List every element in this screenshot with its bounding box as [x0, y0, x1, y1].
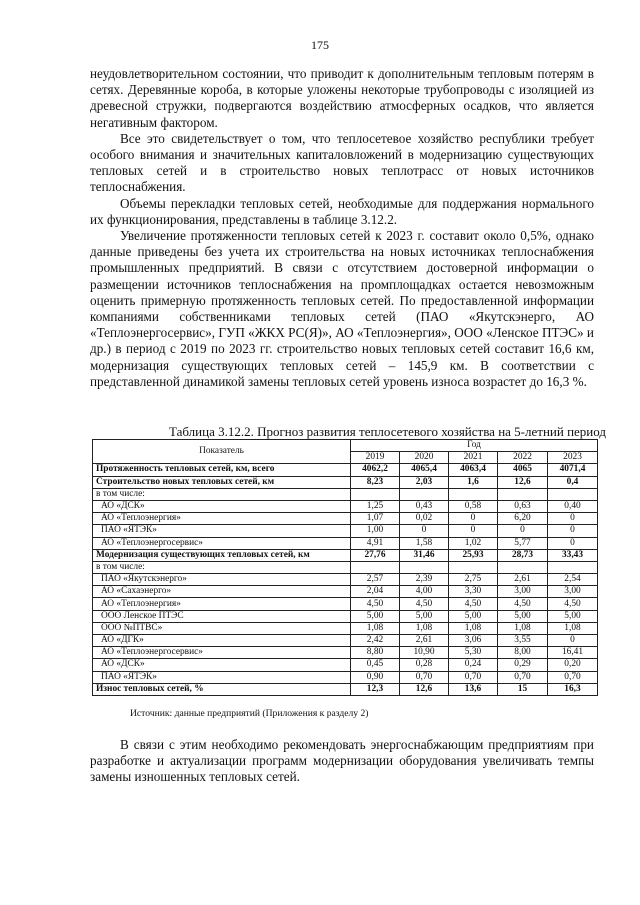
cell-value: 0 [548, 525, 598, 537]
header-indicator: Показатель [93, 440, 351, 464]
cell-value: 5,00 [400, 610, 449, 622]
row-label: ПАО «ЯТЭК» [93, 525, 351, 537]
table-row [93, 476, 598, 488]
table-row [93, 610, 598, 622]
cell-value [351, 488, 400, 500]
cell-value: 4063,4 [449, 464, 498, 476]
cell-value: 0,90 [351, 671, 400, 683]
cell-value [400, 561, 449, 573]
paragraph: Все это свидетельствует о том, что теплосетевое хозяйство республики требует особого внимания и значительных капиталовложений в модернизацию существующих тепловых сетей и в строительство новых теплотрасс от новых источников теплоснабжения. [90, 130, 594, 195]
cell-value: 1,07 [351, 513, 400, 525]
table-row [93, 647, 598, 659]
cell-value: 0 [548, 537, 598, 549]
table-row [93, 525, 598, 537]
cell-value: 2,04 [351, 586, 400, 598]
row-label: АО «Сахаэнерго» [93, 586, 351, 598]
cell-value: 5,00 [498, 610, 548, 622]
cell-value: 1,6 [449, 476, 498, 488]
cell-value: 4,50 [351, 598, 400, 610]
cell-value: 12,6 [498, 476, 548, 488]
table-row [93, 598, 598, 610]
cell-value: 4,50 [449, 598, 498, 610]
body-text-top [90, 66, 594, 390]
table-row [93, 561, 598, 573]
cell-value [548, 488, 598, 500]
cell-value: 16,41 [548, 647, 598, 659]
table-row [93, 683, 598, 695]
cell-value: 3,30 [449, 586, 498, 598]
cell-value: 2,75 [449, 574, 498, 586]
cell-value [400, 488, 449, 500]
cell-value: 1,58 [400, 537, 449, 549]
cell-value: 0,24 [449, 659, 498, 671]
row-label: Протяженность тепловых сетей, км, всего [93, 464, 351, 476]
table-row [93, 537, 598, 549]
cell-value: 12,3 [351, 683, 400, 695]
cell-value: 0 [449, 513, 498, 525]
cell-value: 1,08 [548, 622, 598, 634]
paragraph-continuation: неудовлетворительном состоянии, что приводит к дополнительным тепловым потерям в сетях. Деревянные короба, в которые уложены некоторые трубопроводы с изоляцией из древесной стружки, подвергаются воздействию атмосферных осадков, что является негативным фактором. [90, 66, 594, 130]
cell-value: 2,61 [498, 574, 548, 586]
table-row [93, 574, 598, 586]
table-row [93, 513, 598, 525]
cell-value: 2,03 [400, 476, 449, 488]
cell-value: 1,08 [351, 622, 400, 634]
forecast-table [92, 439, 598, 696]
cell-value: 2,42 [351, 635, 400, 647]
body-text-bottom [90, 737, 594, 786]
cell-value: 0 [548, 513, 598, 525]
cell-value: 5,77 [498, 537, 548, 549]
table-row [93, 622, 598, 634]
cell-value: 0,70 [498, 671, 548, 683]
cell-value: 10,90 [400, 647, 449, 659]
cell-value: 2,57 [351, 574, 400, 586]
row-label: АО «Теплоэнергия» [93, 513, 351, 525]
cell-value: 0,40 [548, 500, 598, 512]
table-row [93, 500, 598, 512]
row-label: ПАО «Якутскэнерго» [93, 574, 351, 586]
cell-value: 4071,4 [548, 464, 598, 476]
cell-value: 0,43 [400, 500, 449, 512]
cell-value: 4,50 [400, 598, 449, 610]
row-label: АО «Теплоэнергосервис» [93, 537, 351, 549]
row-label: ООО Ленское ПТЭС [93, 610, 351, 622]
cell-value: 28,73 [498, 549, 548, 561]
row-label: Строительство новых тепловых сетей, км [93, 476, 351, 488]
cell-value: 6,20 [498, 513, 548, 525]
cell-value: 4065,4 [400, 464, 449, 476]
cell-value: 0,70 [449, 671, 498, 683]
cell-value: 0,28 [400, 659, 449, 671]
page-number: 175 [311, 38, 329, 52]
cell-value: 3,55 [498, 635, 548, 647]
cell-value: 2,54 [548, 574, 598, 586]
cell-value: 0,58 [449, 500, 498, 512]
cell-value: 4,50 [498, 598, 548, 610]
cell-value: 4,91 [351, 537, 400, 549]
cell-value: 0,29 [498, 659, 548, 671]
cell-value: 0,45 [351, 659, 400, 671]
cell-value: 27,76 [351, 549, 400, 561]
cell-value: 0,4 [548, 476, 598, 488]
cell-value: 0,02 [400, 513, 449, 525]
cell-value: 0,63 [498, 500, 548, 512]
row-label: ООО №ПТВС» [93, 622, 351, 634]
cell-value: 31,46 [400, 549, 449, 561]
paragraph: Увеличение протяженности тепловых сетей к 2023 г. составит около 0,5%, однако данные приведены без учета их строительства на новых источниках теплоснабжения промышленных предприятий. В связи с отсутствием достоверной информации о размещении источников теплоснабжения на промплощадках остается невозможным оценить примерную протяженность тепловых сетей. По предоставленной информации компаниями собственниками тепловых сетей (ПАО «Якутскэнерго, АО «Теплоэнергосервис», ГУП «ЖКХ РС(Я)», АО «Теплоэнергия», ООО «Ленское ПТЭС» и др.) в период с 2019 по 2023 гг. строительство новых тепловых сетей составит 16,6 км, модернизация существующих тепловых сетей – 145,9 км. В соответствии с представленной динамикой замены тепловых сетей уровень износа возрастет до 16,3 %. [90, 228, 594, 389]
table-row [93, 659, 598, 671]
table-body [93, 464, 598, 696]
row-label: АО «Теплоэнергосервис» [93, 647, 351, 659]
cell-value: 2,39 [400, 574, 449, 586]
cell-value: 0 [548, 635, 598, 647]
cell-value: 1,08 [400, 622, 449, 634]
row-label: АО «ДСК» [93, 659, 351, 671]
paragraph: Объемы перекладки тепловых сетей, необходимые для поддержания нормального их функционирования, представлены в таблице 3.12.2. [90, 195, 594, 227]
cell-value: 5,00 [351, 610, 400, 622]
table-row [93, 635, 598, 647]
cell-value: 4062,2 [351, 464, 400, 476]
cell-value: 1,02 [449, 537, 498, 549]
cell-value: 15 [498, 683, 548, 695]
cell-value: 1,08 [449, 622, 498, 634]
cell-value: 16,3 [548, 683, 598, 695]
cell-value: 8,23 [351, 476, 400, 488]
row-label: в том числе: [93, 488, 351, 500]
cell-value: 5,00 [449, 610, 498, 622]
row-label: АО «ДСК» [93, 500, 351, 512]
cell-value [449, 561, 498, 573]
forecast-table-container [92, 439, 597, 696]
table-row [93, 671, 598, 683]
row-label: АО «Теплоэнергия» [93, 598, 351, 610]
cell-value: 0 [400, 525, 449, 537]
header-year-value: 2020 [400, 452, 449, 464]
row-label: Модернизация существующих тепловых сетей, км [93, 549, 351, 561]
paragraph: В связи с этим необходимо рекомендовать энергоснабжающим предприятиям при разработке и актуализации программ модернизации оборудования увеличивать темпы замены изношенных тепловых сетей. [90, 737, 594, 785]
table-row [93, 549, 598, 561]
cell-value: 1,08 [498, 622, 548, 634]
cell-value: 12,6 [400, 683, 449, 695]
table-row [93, 586, 598, 598]
header-year-value: 2021 [449, 452, 498, 464]
cell-value: 3,06 [449, 635, 498, 647]
cell-value: 5,00 [548, 610, 598, 622]
cell-value [498, 488, 548, 500]
table-source-note: Источник: данные предприятий (Приложения к разделу 2) [130, 708, 369, 719]
cell-value: 3,00 [498, 586, 548, 598]
cell-value: 4065 [498, 464, 548, 476]
cell-value [351, 561, 400, 573]
row-label: Износ тепловых сетей, % [93, 683, 351, 695]
cell-value: 1,00 [351, 525, 400, 537]
cell-value: 0,70 [548, 671, 598, 683]
cell-value: 25,93 [449, 549, 498, 561]
cell-value: 13,6 [449, 683, 498, 695]
cell-value [449, 488, 498, 500]
header-year-value: 2022 [498, 452, 548, 464]
cell-value: 8,80 [351, 647, 400, 659]
cell-value: 33,43 [548, 549, 598, 561]
cell-value [548, 561, 598, 573]
cell-value: 0,20 [548, 659, 598, 671]
cell-value: 0,70 [400, 671, 449, 683]
cell-value: 3,00 [548, 586, 598, 598]
row-label: в том числе: [93, 561, 351, 573]
table-row [93, 464, 598, 476]
header-year: Год [351, 440, 598, 452]
cell-value: 8,00 [498, 647, 548, 659]
cell-value: 2,61 [400, 635, 449, 647]
cell-value [498, 561, 548, 573]
cell-value: 4,00 [400, 586, 449, 598]
cell-value: 4,50 [548, 598, 598, 610]
cell-value: 5,30 [449, 647, 498, 659]
row-label: ПАО «ЯТЭК» [93, 671, 351, 683]
cell-value: 0 [449, 525, 498, 537]
cell-value: 0 [498, 525, 548, 537]
table-row [93, 488, 598, 500]
header-year-value: 2023 [548, 452, 598, 464]
cell-value: 1,25 [351, 500, 400, 512]
table-caption: Таблица 3.12.2. Прогноз развития теплосетевого хозяйства на 5-летний период [168, 424, 606, 439]
row-label: АО «ДГК» [93, 635, 351, 647]
header-year-value: 2019 [351, 452, 400, 464]
